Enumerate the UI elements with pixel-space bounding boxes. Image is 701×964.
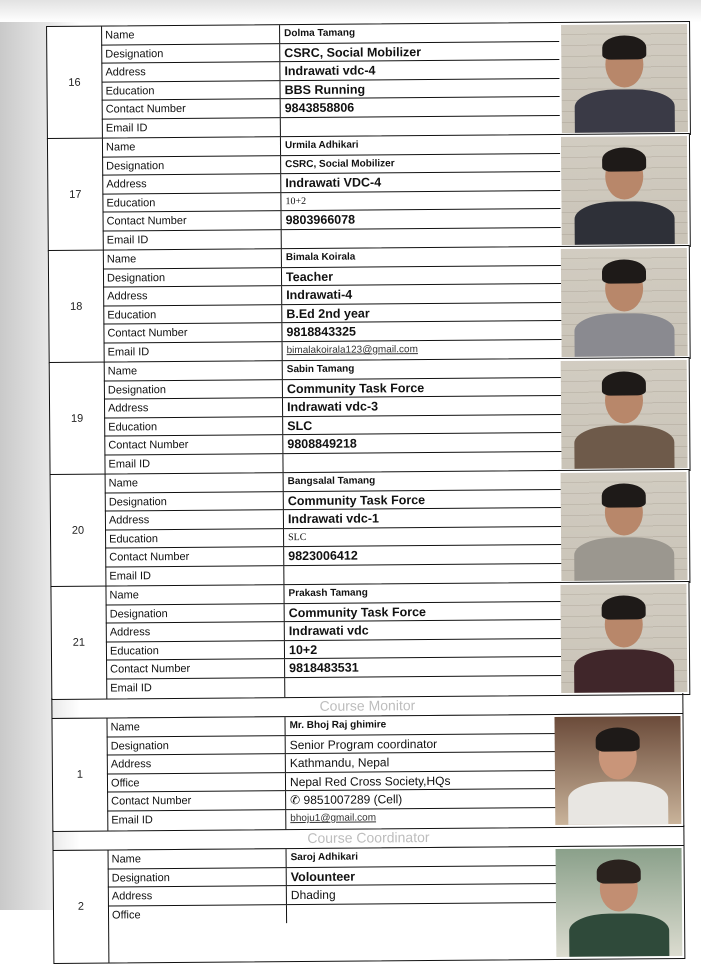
field-label: Email ID — [105, 566, 284, 586]
designation-value: CSRC, Social Mobilizer — [284, 44, 422, 60]
record-fields — [102, 135, 561, 250]
contact-value: 9843858806 — [284, 100, 355, 116]
contact-value: ✆ 9851007289 (Cell) — [290, 792, 403, 808]
section-heading-course-coordinator: Course Coordinator — [52, 825, 684, 851]
field-label: Address — [101, 62, 280, 81]
field-label: Designation — [105, 492, 284, 511]
name-value: Dolma Tamang — [284, 27, 356, 40]
designation-value: Volounteer — [290, 869, 356, 884]
course-coordinator-record — [53, 845, 686, 964]
field-label: Education — [101, 81, 280, 100]
field-label: Contact Number — [104, 436, 283, 455]
record-fields — [105, 583, 564, 698]
record-fields — [101, 23, 560, 138]
address-value: Indrawati-4 — [286, 287, 353, 303]
person-photo — [554, 716, 681, 825]
field-label: Education — [102, 193, 281, 212]
field-label: Designation — [102, 156, 281, 175]
field-label: Name — [101, 25, 280, 44]
field-label: Contact Number — [105, 548, 284, 567]
field-label: Office — [107, 773, 286, 792]
record-18 — [48, 245, 691, 364]
name-value: Urmila Adhikari — [284, 139, 359, 152]
education-value: BBS Running — [284, 82, 366, 97]
field-label: Address — [106, 622, 285, 641]
address-value: Indrawati vdc-3 — [286, 399, 379, 415]
record-number: 19 — [50, 363, 106, 475]
record-number: 21 — [51, 587, 107, 699]
office-value — [287, 903, 566, 924]
field-label: Contact Number — [106, 660, 285, 679]
record-fields — [103, 247, 562, 362]
name-value: Bangsalal Tamang — [287, 475, 376, 488]
address-value: Indrawati vdc — [288, 623, 369, 639]
person-photo — [561, 136, 688, 245]
contact-value: 9808849218 — [287, 436, 357, 452]
record-21 — [50, 581, 690, 700]
field-label: Address — [102, 174, 281, 193]
education-value: 10+2 — [285, 195, 307, 207]
name-value: Prakash Tamang — [288, 587, 368, 600]
field-label: Name — [108, 849, 287, 868]
field-label: Address — [104, 398, 283, 417]
field-label: Address — [108, 886, 287, 905]
field-label: Education — [104, 417, 283, 436]
education-value: B.Ed 2nd year — [286, 306, 370, 321]
address-value: Kathmandu, Nepal — [289, 755, 390, 771]
address-value: Indrawati vdc-1 — [287, 511, 379, 527]
field-label: Contact Number — [103, 324, 282, 343]
record-19 — [49, 357, 691, 476]
field-label: Designation — [106, 604, 285, 623]
address-value: Indrawati vdc-4 — [284, 63, 376, 79]
office-value: Nepal Red Cross Society,HQs — [289, 773, 451, 789]
designation-value: Community Task Force — [286, 380, 425, 396]
record-fields — [104, 359, 563, 474]
designation-value: Teacher — [285, 269, 334, 284]
record-fields — [106, 715, 565, 830]
field-label: Office — [108, 905, 287, 925]
field-label: Name — [105, 585, 284, 604]
name-value: Mr. Bhoj Raj ghimire — [289, 719, 387, 732]
record-fields — [108, 847, 567, 925]
field-label: Email ID — [107, 810, 286, 830]
email-value: bimalakoirala123@gmail.com — [286, 344, 418, 357]
field-label: Name — [105, 473, 284, 492]
field-label: Contact Number — [103, 212, 282, 231]
education-value: 10+2 — [288, 642, 318, 657]
education-value: SLC — [288, 531, 307, 543]
designation-value: Community Task Force — [288, 604, 427, 620]
name-value: Bimala Koirala — [285, 251, 356, 264]
person-photo — [561, 360, 688, 469]
record-16 — [46, 21, 691, 140]
section-heading-course-monitor: Course Monitor — [51, 693, 683, 719]
designation-value: Senior Program coordinator — [289, 736, 438, 752]
field-label: Education — [103, 305, 282, 324]
field-label: Email ID — [102, 118, 281, 138]
record-number: 2 — [54, 851, 110, 963]
field-label: Address — [107, 754, 286, 773]
person-photo — [556, 848, 683, 957]
field-label: Designation — [101, 44, 280, 63]
record-17 — [47, 133, 691, 252]
field-label: Name — [106, 717, 285, 736]
field-label: Designation — [107, 736, 286, 755]
contact-value: 9803966078 — [285, 212, 356, 228]
record-number: 1 — [52, 719, 108, 831]
education-value: SLC — [287, 418, 313, 433]
contact-value: 9823006412 — [288, 548, 358, 564]
designation-value: Community Task Force — [287, 492, 426, 508]
field-label: Email ID — [104, 342, 283, 362]
field-label: Designation — [108, 868, 287, 887]
contact-value: 9818483531 — [289, 660, 359, 676]
record-number: 20 — [51, 475, 107, 587]
name-value: Sabin Tamang — [286, 363, 355, 376]
field-label: Email ID — [104, 454, 283, 474]
course-monitor-record — [51, 713, 684, 832]
contact-value: 9818843325 — [286, 324, 357, 340]
field-label: Designation — [104, 380, 283, 399]
record-number: 17 — [48, 139, 104, 251]
field-label: Education — [106, 641, 285, 660]
field-label: Email ID — [103, 230, 282, 250]
field-label: Contact Number — [102, 100, 281, 119]
person-photo — [560, 584, 687, 693]
address-value: Dhading — [290, 887, 336, 903]
field-label: Address — [103, 286, 282, 305]
field-label: Contact Number — [107, 792, 286, 811]
name-value: Saroj Adhikari — [290, 851, 359, 864]
record-20 — [50, 469, 691, 588]
field-label: Education — [105, 529, 284, 548]
field-label: Name — [103, 249, 282, 268]
scanned-page — [46, 15, 701, 920]
field-label: Name — [104, 361, 283, 380]
field-label: Email ID — [106, 678, 285, 698]
record-number: 16 — [47, 27, 103, 139]
record-number: 18 — [49, 251, 105, 363]
field-label: Designation — [103, 268, 282, 287]
address-value: Indrawati VDC-4 — [285, 175, 382, 191]
person-photo — [561, 24, 688, 133]
field-label: Address — [105, 510, 284, 529]
designation-value: CSRC, Social Mobilizer — [285, 157, 395, 170]
email-value: bhoju1@gmail.com — [290, 812, 377, 825]
field-label: Name — [102, 137, 281, 156]
record-fields — [105, 471, 564, 586]
person-photo — [561, 248, 688, 357]
person-photo — [561, 472, 688, 581]
